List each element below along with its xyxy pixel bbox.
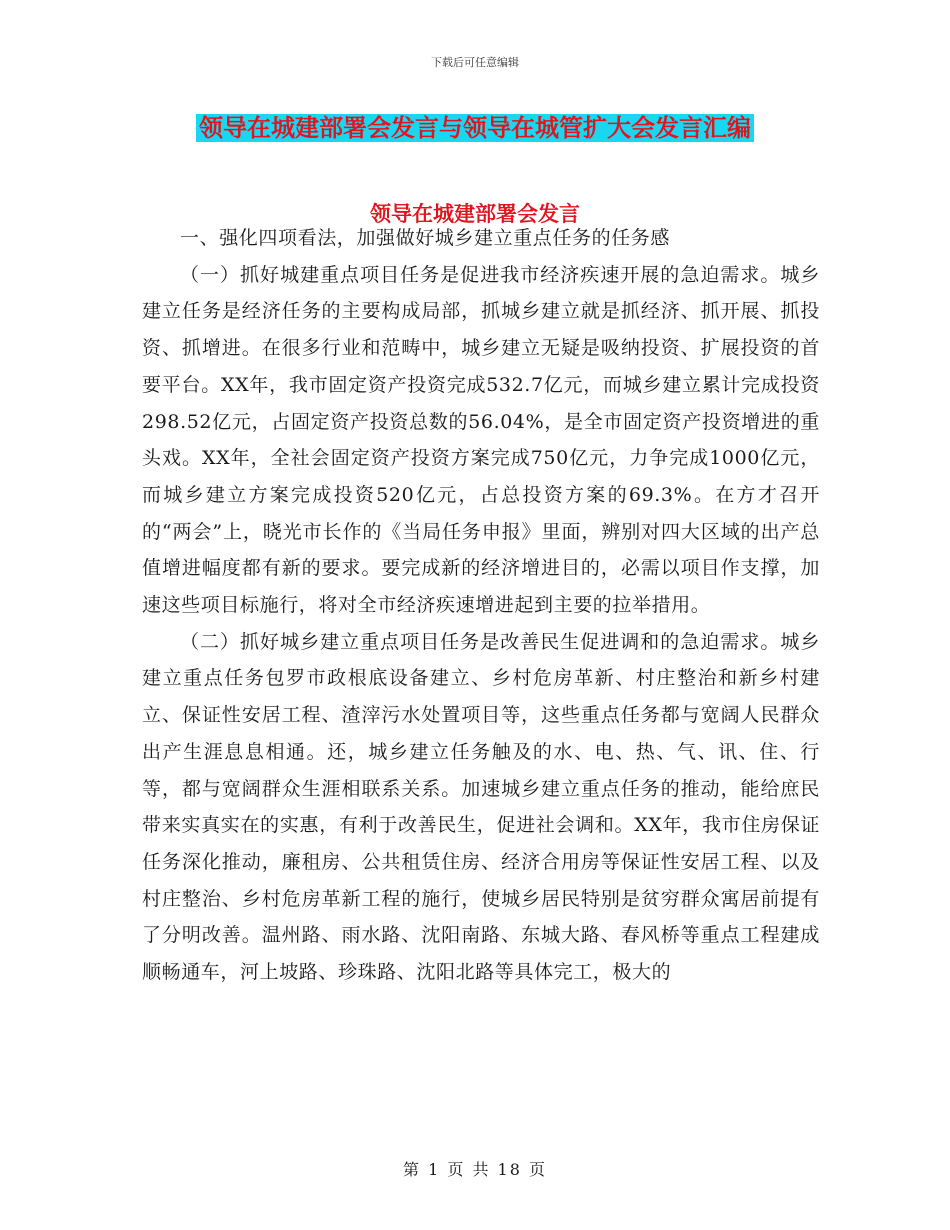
document-body [142, 220, 820, 991]
document-subtitle: 领导在城建部署会发言 [370, 202, 580, 226]
page-number: 第 1 页 共 18 页 [403, 1160, 547, 1179]
paragraph-2: （二）抓好城乡建立重点项目任务是改善民生促进调和的急迫需求。城乡建立重点任务包罗市政根底设备建立、乡村危房革新、村庄整治和新乡村建立、保证性安居工程、渣滓污水处置项目等，这些重点任务都与宽阔人民群众出产生涯息息相通。还，城乡建立任务触及的水、电、热、气、讯、住、行等，都与宽阔群众生涯相联系关系。加速城乡建立重点任务的推动，能给庶民带来实真实在的实惠，有利于改善民生，促进社会调和。XX年，我市住房保证任务深化推动，廉租房、公共租赁住房、经济合用房等保证性安居工程、以及村庄整治、乡村危房革新工程的施行，使城乡居民特别是贫穷群众寓居前提有了分明改善。温州路、雨水路、沈阳南路、东城大路、春风桥等重点工程建成顺畅通车，河上坡路、珍珠路、沈阳北路等具体完工，极大的 [142, 630, 820, 984]
document-title [0, 110, 950, 146]
paragraph-1: （一）抓好城建重点项目任务是促进我市经济疾速开展的急迫需求。城乡建立任务是经济任务的主要构成局部，抓城乡建立就是抓经济、抓开展、抓投资、抓增进。在很多行业和范畴中，城乡建立无疑是吸纳投资、扩展投资的首要平台。XX年，我市固定资产投资完成532.7亿元，而城乡建立累计完成投资298.52亿元，占固定资产投资总数的56.04%，是全市固定资产投资增进的重头戏。XX年，全社会固定资产投资方案完成750亿元，力争完成1000亿元，而城乡建立方案完成投资520亿元，占总投资方案的69.3%。在方才召开的“两会”上，晓光市长作的《当局任务申报》里面，辨别对四大区域的出产总值增进幅度都有新的要求。要完成新的经济增进目的，必需以项目作支撑，加速这些项目标施行，将对全市经济疾速增进起到主要的拉举措用。 [142, 263, 820, 617]
document-title-text: 领导在城建部署会发言与领导在城管扩大会发言汇编 [196, 114, 754, 142]
section-heading: 一、强化四项看法，加强做好城乡建立重点任务的任务感 [180, 227, 671, 249]
page-header-note: 下载后可任意编辑 [431, 56, 519, 69]
